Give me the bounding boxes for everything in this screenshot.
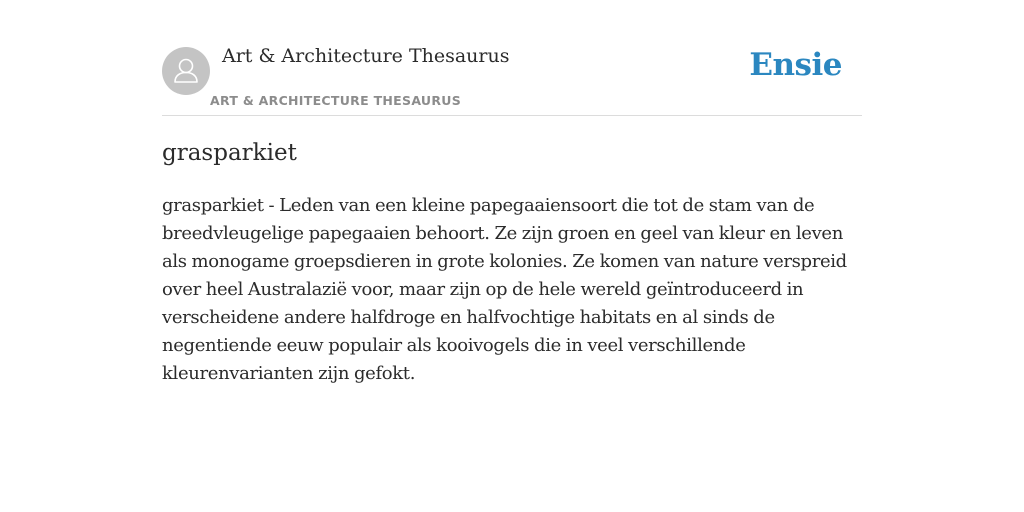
entry-header xyxy=(162,0,862,116)
author-name[interactable]: Art & Architecture Thesaurus xyxy=(222,45,510,67)
term-title: grasparkiet xyxy=(162,140,297,166)
user-silhouette-icon xyxy=(162,47,210,95)
content-container xyxy=(162,0,862,384)
brand-logo[interactable]: Ensie xyxy=(749,47,842,83)
source-label[interactable]: ART & ARCHITECTURE THESAURUS xyxy=(210,93,462,108)
avatar[interactable] xyxy=(162,47,210,95)
definition-text: grasparkiet - Leden van een kleine papegaaiensoort die tot de stam van de breedvleugelige papegaaien behoort. Ze zijn groen en geel van kleur en leven als monogame groepsdieren in grote kolonies. Ze komen van nature verspreid over heel Australazië voor, maar zijn op de hele wereld geïntroduceerd in verscheidene andere halfdroge en halfvochtige habitats en al sinds de negentiende eeuw populair als kooivogels die in veel verschillende kleurenvarianten zijn gefokt. xyxy=(162,195,847,384)
